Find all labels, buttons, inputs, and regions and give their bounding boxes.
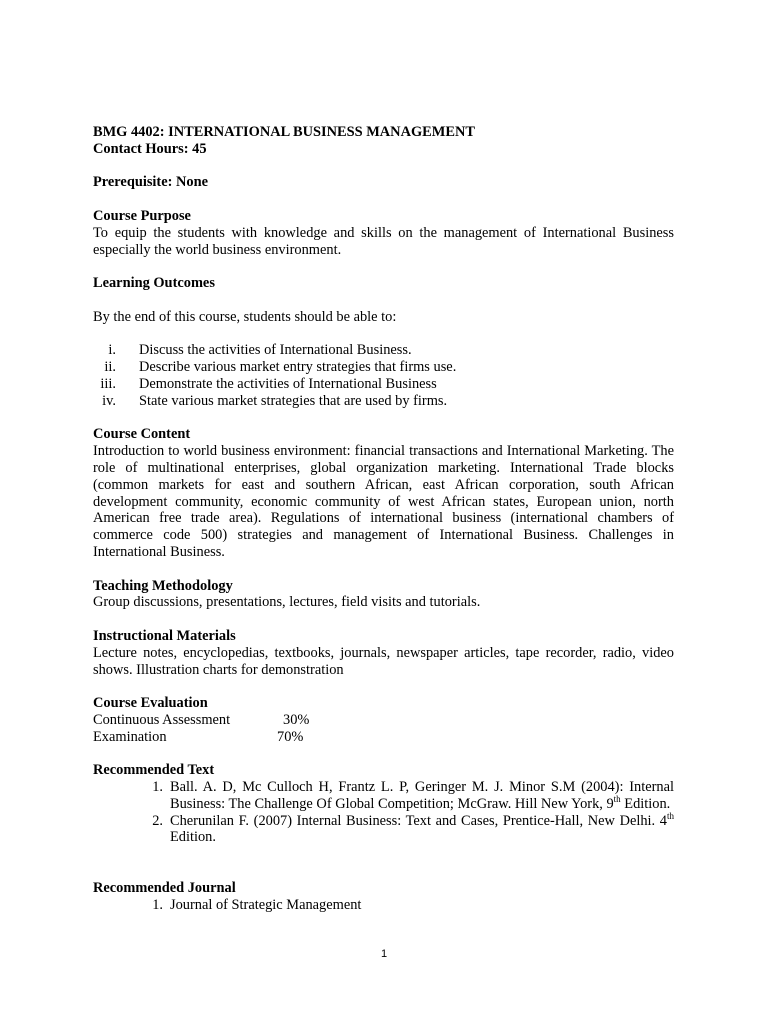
list-item (93, 393, 674, 410)
recommended-journal-heading: Recommended Journal (93, 879, 236, 896)
list-item (93, 897, 674, 914)
prerequisite: Prerequisite: None (93, 174, 208, 191)
list-text: Discuss the activities of International Business. (139, 342, 412, 359)
course-evaluation-heading: Course Evaluation (93, 695, 208, 712)
list-number: ii. (104, 359, 116, 376)
list-item (93, 779, 674, 813)
recommended-text-heading: Recommended Text (93, 762, 215, 779)
instructional-materials-text: Lecture notes, encyclopedias, textbooks, journals, newspaper articles, tape recorder, radio, video shows. Illustration charts for demonstration (93, 644, 674, 678)
course-title: BMG 4402: INTERNATIONAL BUSINESS MANAGEMENT (93, 124, 475, 140)
list-text: Demonstrate the activities of International Business (139, 375, 437, 392)
list-text: Journal of Strategic Management (170, 896, 362, 913)
teaching-methodology-heading: Teaching Methodology (93, 577, 233, 594)
learning-outcomes-heading: Learning Outcomes (93, 275, 215, 292)
list-item (93, 359, 674, 376)
contact-hours: Contact Hours: 45 (93, 140, 207, 157)
course-content-heading: Course Content (93, 426, 191, 443)
list-number: 2. (152, 812, 163, 829)
course-purpose-text: To equip the students with knowledge and skills on the management of International Business especially the world business environment. (93, 224, 674, 258)
learning-outcomes-intro: By the end of this course, students should be able to: (93, 308, 397, 325)
list-text (170, 779, 674, 813)
course-purpose-heading: Course Purpose (93, 207, 191, 224)
evaluation-value: 30% (283, 711, 310, 728)
list-item (93, 376, 674, 393)
recommended-text-list (93, 779, 674, 846)
superscript: th (666, 810, 674, 821)
evaluation-label: Examination (93, 728, 167, 745)
evaluation-row (93, 712, 674, 729)
list-number: 1. (152, 779, 163, 796)
list-text: State various market strategies that are used by firms. (139, 392, 448, 409)
evaluation-value: 70% (277, 728, 304, 745)
list-item (93, 342, 674, 359)
evaluation-label: Continuous Assessment (93, 711, 231, 728)
course-content-text: Introduction to world business environment: financial transactions and International Marketing. The role of multinational enterprises, global organization marketing. International Trade blocks (common markets for east and southern African, east African corporation, south African development community, economic community of west African states, European union, north American free trade area). Regulations of international business (international chambers of commerce code 500) strategies and management of International Business. Challenges in International Business. (93, 443, 674, 560)
page-number: 1 (380, 948, 388, 960)
superscript: th (613, 794, 621, 805)
teaching-methodology-text: Group discussions, presentations, lectures, field visits and tutorials. (93, 594, 481, 611)
list-text: Describe various market entry strategies that firms use. (139, 359, 457, 376)
list-number: i. (108, 342, 116, 359)
instructional-materials-heading: Instructional Materials (93, 627, 236, 644)
reference-edition: Edition. (170, 829, 216, 846)
learning-outcomes-list (93, 342, 674, 409)
list-number: 1. (152, 896, 163, 913)
document-page (93, 124, 674, 913)
list-number: iii. (100, 375, 116, 392)
recommended-journal-list (93, 897, 674, 914)
list-item (93, 810, 674, 847)
reference-text: Ball. A. D, Mc Culloch H, Frantz L. P, Geringer M. J. Minor S.M (2004): Internal Business: The Challenge Of Global Competition; McGraw. Hill New York, 9 (170, 779, 674, 812)
reference-edition: Edition. (620, 795, 671, 812)
list-text (170, 810, 674, 847)
evaluation-row (93, 729, 674, 746)
list-number: iv. (102, 392, 116, 409)
reference-text: Cherunilan F. (2007) Internal Business: Text and Cases, Prentice-Hall, New Delhi. 4 (170, 812, 667, 829)
